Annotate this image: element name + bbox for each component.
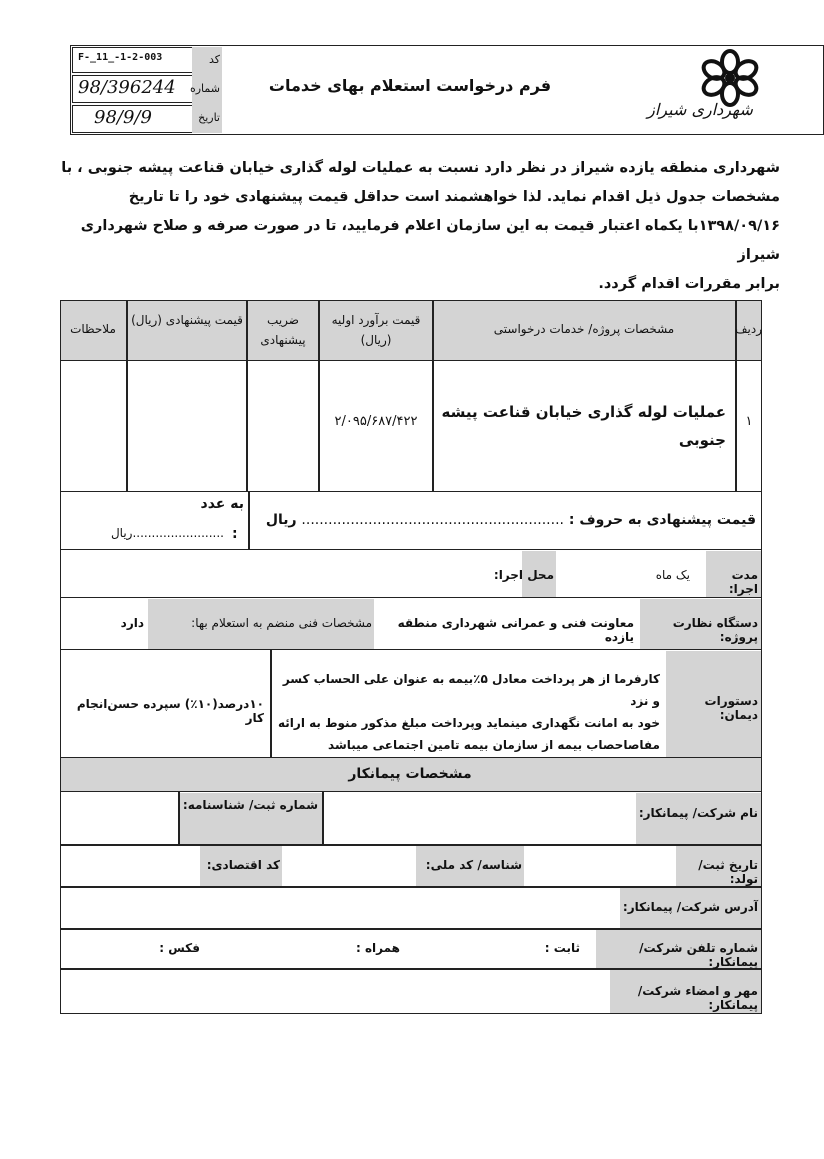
company-name-field[interactable] xyxy=(326,796,632,840)
number-value: 98/396244 xyxy=(78,77,176,98)
col-coef-header: ضریب پیشنهادی xyxy=(260,313,306,347)
municipality-logo xyxy=(690,48,770,108)
duration-value: یک ماه xyxy=(655,568,690,582)
seal-label: مهر و امضاء شرکت/ پیمانکار: xyxy=(637,984,758,1012)
address-field[interactable] xyxy=(64,890,616,926)
intro-line-2: مشخصات جدول ذیل اقدام نماید. لذا خواهشمند است حداقل قیمت پیشنهادی خود را تا تاریخ xyxy=(128,189,780,205)
birth-date-label: تاریخ ثبت/ تولد: xyxy=(698,858,758,886)
flower-logo-icon xyxy=(690,48,770,108)
duration-label: مدت اجرا: xyxy=(728,568,758,596)
notes-body xyxy=(276,668,660,756)
tech-spec-label: مشخصات فنی منضم به استعلام بها: xyxy=(191,616,372,630)
logo-script: شهرداری شیراز xyxy=(647,100,753,119)
contractor-section-title: مشخصات پیمانکار xyxy=(348,766,472,782)
phone-mobile-label: همراه : xyxy=(355,941,400,955)
phone-label: شماره تلفن شرکت/ پیمانکار: xyxy=(639,941,758,969)
table-row-spec: عملیات لوله گذاری خیابان قناعت پیشه جنوبی xyxy=(441,403,726,449)
phone-fixed-label: ثابت : xyxy=(544,941,580,955)
notes-deposit: ۱۰درصد(۱۰٪) سپرده حسن‌انجام کار xyxy=(76,697,264,725)
number-label: شماره xyxy=(189,82,220,95)
col-row-header: ردیف xyxy=(735,322,762,336)
date-value: 98/9/9 xyxy=(94,107,152,128)
price-in-words xyxy=(252,512,756,528)
code-value: F-_11_-1-2-003 xyxy=(78,52,163,63)
price-in-digits-field[interactable]: ........................ریال xyxy=(110,526,224,540)
table-row-number: ۱ xyxy=(745,414,753,429)
form-title: فرم درخواست استعلام بهای خدمات xyxy=(268,76,552,95)
col-spec-header: مشخصات پروژه/ خدمات درخواستی xyxy=(493,322,675,336)
registration-label: شماره ثبت/ شناسنامه: xyxy=(182,798,318,812)
price-in-digits-label: به عدد xyxy=(200,496,244,512)
registration-field[interactable] xyxy=(64,796,174,840)
intro-paragraph xyxy=(60,154,780,299)
col-estimate-header: قیمت برآورد اولیه (ریال) xyxy=(331,313,421,347)
notes-line-3: مفاصاحصاب بیمه از سازمان بیمه تامین اجتماعی میباشد xyxy=(328,738,660,752)
company-name-label: نام شرکت/ پیمانکار: xyxy=(638,806,758,820)
supervision-value: معاونت فنی و عمرانی شهرداری منطقه یازده xyxy=(397,616,634,644)
date-label: تاریخ xyxy=(198,111,220,124)
seal-field[interactable] xyxy=(64,972,606,1010)
code-label: کد xyxy=(208,53,220,66)
national-id-label: شناسه/ کد ملی: xyxy=(425,858,522,872)
price-in-words-label: قیمت پیشنهادی به حروف : xyxy=(568,512,756,528)
notes-line-2: خود به امانت نگهداری مینماید وپرداخت مبلغ مذکور منوط به ارائه xyxy=(278,716,660,730)
col-notes-header: ملاحظات xyxy=(70,322,116,336)
price-in-words-field[interactable]: ........................................................... xyxy=(301,512,564,528)
price-in-digits-colon: : xyxy=(232,526,238,542)
fax-label: فکس : xyxy=(159,941,200,955)
tech-spec-value: دارد xyxy=(120,616,144,630)
ref-block xyxy=(72,47,222,133)
national-id-field[interactable] xyxy=(288,848,412,884)
supervision-label: دستگاه نظارت پروژه: xyxy=(672,616,758,644)
notes-line-1: کارفرما از هر پرداخت معادل ۵٪بیمه به عنوان علی الحساب کسر و نزد xyxy=(282,672,660,708)
birth-date-field[interactable] xyxy=(530,848,672,884)
address-label: آدرس شرکت/ پیمانکار: xyxy=(622,900,758,914)
intro-line-3: ۱۳۹۸/۰۹/۱۶با یکماه اعتبار قیمت به این سازمان اعلام فرمایید، تا در صورت صرفه و صلاح شهرداری شیراز xyxy=(80,218,780,263)
place-label: محل اجرا: xyxy=(493,568,554,582)
economic-code-label: کد اقتصادی: xyxy=(206,858,280,872)
intro-line-1: شهرداری منطقه یازده شیراز در نظر دارد نسبت به عملیات لوله گذاری خیابان قناعت پیشه جنوبی ، با xyxy=(61,160,780,176)
col-proposed-header: قیمت پیشنهادی (ریال) xyxy=(131,313,243,327)
table-row-estimate: ۲/۰۹۵/۶۸۷/۴۲۲ xyxy=(334,414,418,429)
notes-label: دستورات دیمان: xyxy=(704,694,758,722)
economic-code-field[interactable] xyxy=(64,848,196,884)
intro-line-4: برابر مقررات اقدام گردد. xyxy=(598,276,780,292)
price-rial-label: ریال xyxy=(265,512,297,528)
